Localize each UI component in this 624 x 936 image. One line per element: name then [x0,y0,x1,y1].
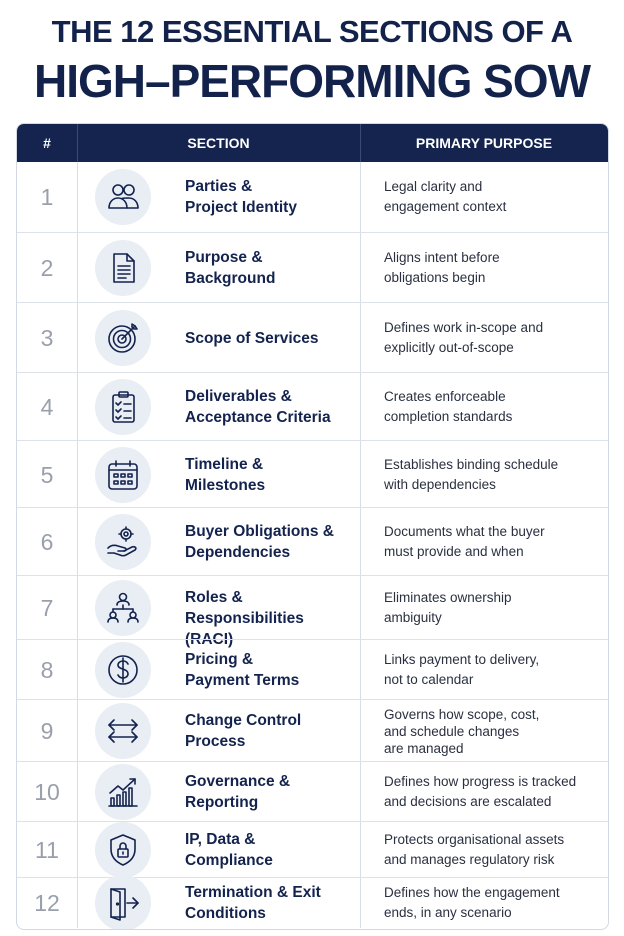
header-section: SECTION [187,135,250,151]
section-name-line: (RACI) [185,631,234,648]
primary-purpose [384,883,604,923]
purpose-line: engagement context [384,199,507,214]
section-name-line: Termination & Exit [185,884,321,901]
table-row [17,877,608,928]
table-row [17,575,608,648]
column-divider [360,508,361,576]
column-divider [77,508,78,576]
column-divider [77,162,78,232]
purpose-line: and decisions are escalated [384,794,552,809]
purpose-line: and manages regulatory risk [384,852,555,867]
row-number: 12 [34,890,60,916]
column-divider [360,233,361,303]
purpose-line: Creates enforceable [384,389,506,404]
purpose-line: Governs how scope, cost, [384,707,540,722]
icon-badge [95,822,151,878]
section-name-line: Buyer Obligations & [185,523,334,540]
column-divider [360,576,361,640]
icon-badge [95,580,151,636]
icon-badge [95,764,151,820]
purpose-line: not to calendar [384,672,474,687]
primary-purpose [384,522,604,562]
purpose-line: obligations begin [384,270,486,285]
icon-badge [95,379,151,435]
purpose-line: explicitly out-of-scope [384,340,514,355]
row-number: 2 [40,255,54,281]
section-name [185,176,355,218]
section-name-line: Roles & Responsibilities [185,589,304,627]
section-name-line: Deliverables & [185,388,292,405]
row-number: 9 [40,718,54,744]
purpose-line: Links payment to delivery, [384,652,540,667]
primary-purpose [384,318,604,358]
icon-badge [95,875,151,930]
table-row [17,639,608,700]
section-name-line: Conditions [185,905,266,922]
section-name [185,710,355,752]
section-name-line: Governance & [185,773,291,790]
growth-chart-icon [105,774,141,810]
sow-sections-table [16,123,609,930]
row-number: 5 [40,462,54,488]
org-chart-icon [105,590,141,626]
header-number: # [43,135,51,151]
section-name [185,521,355,563]
column-divider [77,441,78,508]
calendar-icon [105,457,141,493]
section-name [185,649,355,691]
purpose-line: Defines how the engagement [384,885,560,900]
section-name-line: Pricing & [185,651,254,668]
table-header [17,124,608,162]
target-icon [105,320,141,356]
table-row [17,440,608,508]
table-row [17,507,608,576]
purpose-line: ends, in any scenario [384,905,512,920]
section-name [185,328,355,349]
column-divider [77,700,78,762]
section-name-line: Reporting [185,794,259,811]
section-name-line: Process [185,733,246,750]
icon-badge [95,169,151,225]
purpose-line: Aligns intent before [384,250,500,265]
primary-purpose [384,248,604,288]
section-name-line: Change Control [185,712,302,729]
purpose-line: Defines work in-scope and [384,320,544,335]
column-divider [77,640,78,700]
column-divider [77,576,78,640]
table-row [17,232,608,303]
section-name-line: Compliance [185,852,273,869]
purpose-line: Legal clarity and [384,179,483,194]
table-row [17,699,608,762]
primary-purpose [384,830,604,870]
row-number: 8 [40,657,54,683]
primary-purpose [384,387,604,427]
section-name [185,454,355,496]
column-divider [360,822,361,878]
icon-badge [95,447,151,503]
purpose-line: ambiguity [384,610,442,625]
row-number: 11 [35,837,59,863]
primary-purpose [384,706,604,757]
header-purpose: PRIMARY PURPOSE [415,135,553,151]
section-name-line: Dependencies [185,544,291,561]
swap-arrows-icon [105,713,141,749]
row-number: 3 [40,325,54,351]
section-name [185,247,355,289]
section-name-line: Payment Terms [185,672,300,689]
icon-badge [95,642,151,698]
section-name-line: Parties & [185,178,253,195]
section-name-line: Background [185,270,276,287]
section-name [185,771,355,813]
primary-purpose [384,177,604,217]
hand-gear-icon [105,524,141,560]
row-number: 6 [40,529,54,555]
purpose-line: must provide and when [384,544,524,559]
icon-badge [95,240,151,296]
purpose-line: Documents what the buyer [384,524,545,539]
purpose-line: Protects organisational assets [384,832,565,847]
section-name [185,386,355,428]
table-row [17,821,608,878]
section-name-line: Purpose & [185,249,263,266]
section-name-line: Timeline & [185,456,264,473]
section-name-line: Project Identity [185,199,297,216]
column-divider [360,373,361,441]
column-divider [360,640,361,700]
column-divider [77,233,78,303]
icon-badge [95,514,151,570]
dollar-icon [105,652,141,688]
row-number: 4 [40,394,54,420]
section-name [185,829,355,871]
section-name-line: Milestones [185,477,266,494]
exit-door-icon [105,885,141,921]
primary-purpose [384,588,604,628]
purpose-line: and schedule changes [384,724,520,739]
column-divider [360,700,361,762]
section-name [185,882,355,924]
column-divider [360,162,361,232]
purpose-line: Establishes binding schedule [384,457,559,472]
section-name-line: Scope of Services [185,330,319,347]
row-number: 10 [34,779,60,805]
shield-lock-icon [105,832,141,868]
column-divider [360,762,361,822]
checklist-icon [105,389,141,425]
column-divider [77,303,78,373]
section-name-line: IP, Data & [185,831,256,848]
primary-purpose [384,455,604,495]
people-icon [105,179,141,215]
column-divider [77,762,78,822]
icon-badge [95,310,151,366]
column-divider [360,878,361,928]
row-number: 1 [40,184,54,210]
primary-purpose [384,772,604,812]
document-icon [105,250,141,286]
table-row [17,302,608,373]
column-divider [360,441,361,508]
purpose-line: are managed [384,741,464,756]
table-row [17,162,608,232]
icon-badge [95,703,151,759]
title-line-2: HIGH–PERFORMING SOW [33,55,591,107]
table-row [17,761,608,822]
column-divider [360,303,361,373]
title-line-1: THE 12 ESSENTIAL SECTIONS OF A [51,14,573,49]
table-row [17,372,608,441]
column-divider [77,822,78,878]
column-divider [77,878,78,928]
column-divider [77,373,78,441]
purpose-line: Eliminates ownership [384,590,512,605]
purpose-line: Defines how progress is tracked [384,774,577,789]
purpose-line: with dependencies [384,477,496,492]
row-number: 7 [40,595,54,621]
primary-purpose [384,650,604,690]
purpose-line: completion standards [384,409,513,424]
section-name-line: Acceptance Criteria [185,409,331,426]
